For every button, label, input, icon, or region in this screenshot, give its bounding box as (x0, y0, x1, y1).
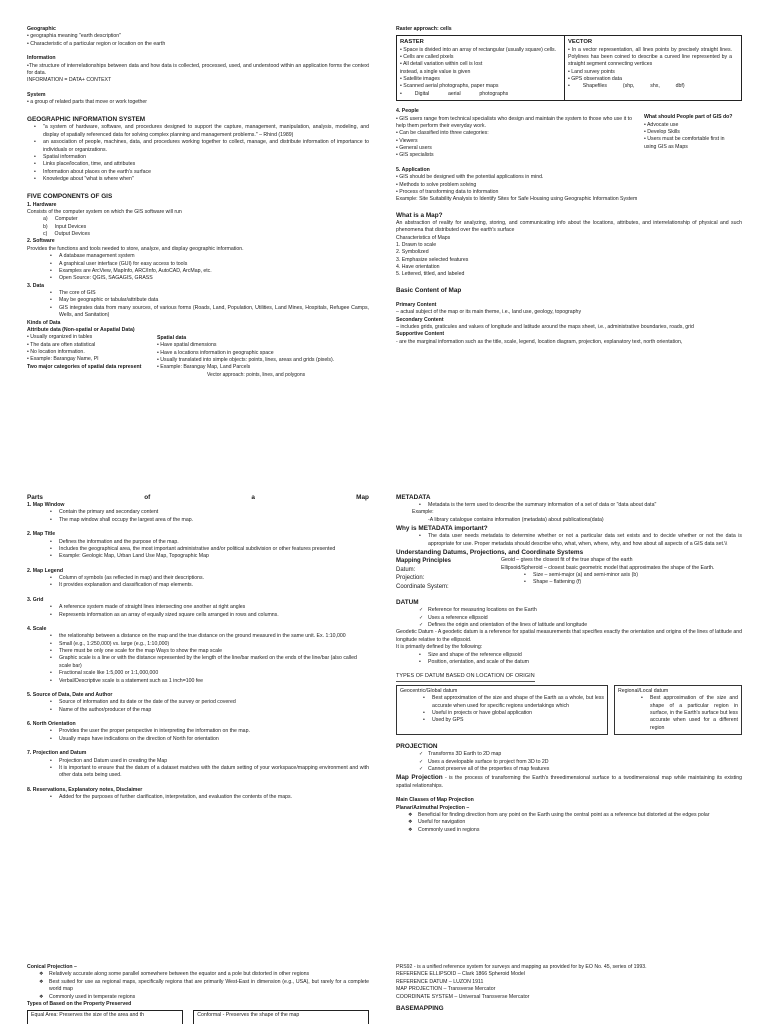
geodetic-datum-text: Geodetic Datum - A geodetic datum is a reference for spatial measurements that specifies exactly the orientation and origins of the lines of latitude and longitude relative to the ellipsoid. (396, 629, 742, 643)
gis-title: GEOGRAPHIC INFORMATION SYSTEM (27, 116, 146, 124)
raster-caption (396, 26, 742, 33)
software-list (27, 253, 369, 283)
hardware-list (27, 216, 369, 238)
list-item: • It provides explanation and classification of map elements. (59, 582, 369, 589)
vector-line: • Shapefiles (shp, shx, dbf) (568, 83, 685, 90)
char-item: 1. Drawn to scale (396, 241, 437, 248)
list-item: • Represents information as an array of equally sized square cells arranged in rows and columns. (59, 612, 369, 619)
list-item: • Added for the purposes of further clarification, interpretation, and evaluation the contents of the maps. (59, 794, 369, 801)
list-item: • A database management system (59, 253, 369, 260)
attr-line: • Usually organized in tables (27, 334, 93, 341)
list-item: • GIS integrates data from many sources, of various forms (Roads, Land, Population, Utilities, Land Mines, Hospitals, Refugee Camps, Wells, and Sanitation) (59, 305, 369, 320)
primary-desc: – actual subject of the map or its main theme, i.e., land use, geology, topography (396, 309, 582, 316)
section-list (27, 758, 369, 780)
list-item: • It is important to ensure that the datum of a dataset matches with the datum setting of your workspace/mapping environment and with other data sets being used. (59, 765, 369, 780)
kinds-title: Kinds of Data (27, 319, 61, 326)
list-item: • Information about places on the earth's surface (43, 169, 369, 176)
system-title: System (27, 91, 46, 98)
understanding-title: Understanding Datums, Projections, and Coordinate Systems (396, 549, 584, 557)
why-list (396, 533, 742, 548)
app-line: • Process of transforming data to information (396, 188, 499, 195)
planar-list (396, 812, 742, 834)
list-item: • the relationship between a distance on the map and the true distance on the ground measured in the same unit. Ex. 1:10,000 (59, 633, 369, 640)
parts-word: of (144, 494, 151, 501)
section-title: 3. Grid (27, 596, 44, 603)
prs92-line: REFERENCE DATUM – LUZON 1911 (396, 978, 484, 985)
list-item: • Best approximation of the size and shape of the Earth as a whole, but less accurate when used for specific regions undertakings which (432, 695, 604, 710)
section-list (27, 575, 369, 590)
people-title: 4. People (396, 108, 419, 115)
supportive-title: Supportive Content (396, 331, 445, 338)
list-item: • Knowledge about "what is where when" (43, 176, 369, 183)
app-line: Example: Site Suitability Analysis to Identify Sites for Safe Housing using Geographic Information System (396, 196, 638, 203)
list-item: • Useful in projects or have global application (432, 710, 604, 717)
section-list (27, 728, 369, 743)
char-item: 3. Emphasize selected features (396, 256, 469, 263)
section-list (27, 699, 369, 714)
map-desc: An abstraction of reality for analyzing, storing, and communicating info about the locations, attributes, and interrelationship of physical and such phenomena that distributed over the earth's surface (396, 219, 742, 234)
primary-title: Primary Content (396, 301, 437, 308)
software-title: 2. Software (27, 238, 55, 245)
section-title: 7. Projection and Datum (27, 750, 87, 757)
types-of-datum-title: TYPES OF DATUM BASED ON LOCATION OF ORIGIN (396, 673, 535, 682)
list-item: • Links place/location, time, and attributes (43, 161, 369, 168)
conical-list (27, 971, 369, 1001)
list-item: • Usually maps have indications on the direction of North for orientation (59, 736, 369, 743)
raster-column (397, 36, 565, 100)
list-item: • Best approximation of the size and shape of a particular region in surface, in the Earth's surface but less accurate when used for a different region (650, 695, 738, 732)
attr-line: • No location information. (27, 349, 85, 356)
section-list (27, 509, 369, 524)
geocentric-box (396, 685, 608, 735)
geo-title: Geographic (27, 26, 56, 32)
list-item: • A graphical user interface (GUI) for easy access to tools (59, 261, 369, 268)
application-title: 5. Application (396, 166, 430, 173)
data-list (27, 290, 369, 320)
datum-types-table (396, 685, 742, 735)
metadata-example-text: -A library catalogue contains information (metadata) about publications(data) (428, 516, 604, 523)
list-item: ❖ Beneficial for finding direction from any point on the Earth using the central point as a reference but distorted at the edges polar (418, 812, 742, 819)
prs92-line: REFERENCE ELLIPSOID – Clark 1866 Spheroid Model (396, 971, 525, 978)
equal-area-cell: Equal Area: Preserves the size of the area and th (27, 1010, 183, 1024)
panel-gis-basics (27, 26, 369, 446)
list-item: • Graphic scale is a line or with the distance represented by the length of the line/bar marked on the ends of the line/bar (also called scale bar) (59, 655, 369, 670)
conformal-cell: Conformal - Preserves the shape of the map (193, 1010, 369, 1024)
should-line: • Develop Skills (644, 128, 680, 135)
regional-list (618, 695, 738, 732)
attribute-title: Attribute data (Non-spatial or Aspatial Data) (27, 326, 135, 333)
raster-line: • Digital aerial photographs (400, 90, 509, 97)
regional-box (614, 685, 742, 735)
parts-word: Map (356, 494, 369, 501)
conical-title: Conical Projection – (27, 964, 77, 970)
planar-title: Planar/Azimuthal Projection – (396, 804, 470, 811)
property-table (27, 1010, 369, 1024)
geoid-text: Geoid – gives the closest fit of the true shape of the earth (501, 557, 633, 564)
attr-line: • The data are often statistical (27, 341, 96, 348)
section-title: 6. North Orientation (27, 721, 76, 728)
secondary-title: Secondary Content (396, 316, 444, 323)
spatial-line: • Example: Barangay Map, Land Parcels (157, 364, 251, 371)
people-line: • Can be classified into three categories: (396, 130, 489, 137)
list-item: • Small (e.g., 1:250,000) vs. large (e.g., 1:10,000) (59, 641, 369, 648)
list-item: • Source of information and its date or the date of the survey or period covered (59, 699, 369, 706)
mpp-datum: Datum: (396, 566, 416, 573)
section-title: 1. Map Window (27, 502, 65, 509)
should-title: What should People part of GIS do? (644, 114, 733, 121)
app-line: • Methods to solve problem solving (396, 181, 477, 188)
datum-title: DATUM (396, 599, 419, 607)
panel-raster-vector (396, 26, 742, 446)
geocentric-title: Geocentric/Global datum (400, 687, 458, 694)
system-line: • a group of related parts that move or work together (27, 99, 148, 105)
list-item: • Includes the geographical area, the most important administrative and/or political subdivision or other features presented (59, 546, 369, 553)
list-item: • Verbal/Descriptive scale is a statement such as 1 inch=100 fee (59, 678, 369, 685)
should-line: • Users must be comfortable first in using GIS as Maps (644, 136, 725, 150)
list-item: ✓ Reference for measuring locations on the Earth (428, 607, 742, 614)
list-item: ❖ Best suited for use as regional maps, specifically regions that are primarily West-East in dimension (e.g., USA), but rarely for a complete world map (49, 979, 369, 994)
vector-line: • Land survey points (568, 68, 615, 75)
list-item: • Defines the information and the purpose of the map. (59, 539, 369, 546)
people-line: • General users (396, 145, 432, 152)
geo-line: • geographia meaning "earth description" (27, 33, 122, 40)
list-item: ❖ Useful for navigation (418, 819, 742, 826)
section-title: 4. Scale (27, 625, 47, 632)
size-list (501, 572, 742, 587)
metadata-example: Example: (412, 509, 434, 516)
kinds-of-data (27, 327, 369, 372)
geo-line: • Characteristic of a particular region or location on the earth (27, 40, 166, 47)
list-item: • May be geographic or tabular/attribute data (59, 297, 369, 304)
section-title: 8. Reservations, Explanatory notes, Disclaimer (27, 786, 143, 793)
regional-title: Regional/Local datum (618, 687, 669, 694)
list-item: • Metadata is the term used to describe the summary information of a set of data or "data about data" (428, 502, 742, 509)
list-item: ✓ Uses a reference ellipsoid (428, 615, 742, 622)
list-item: • Shape – flattening (f) (533, 579, 742, 586)
info-line: INFORMATION = DATA+ CONTEXT (27, 77, 112, 84)
list-item: ✓ Uses a developable surface to project from 3D to 2D (428, 759, 742, 766)
list-item: ✓ Defines the origin and orientation of the lines of latitude and longitude (428, 622, 742, 629)
list-item: • Fractional scale like 1:5,000 or 1:1,000,000 (59, 670, 369, 677)
spatial-line: • Usually translated into simple objects: points, lines, areas and grids (pixels). (157, 357, 335, 364)
panel-prs92 (396, 964, 742, 1024)
raster-line: • Scanned aerial photographs, paper maps (400, 83, 499, 90)
section-list (27, 604, 369, 619)
what-is-map-title: What is a Map? (396, 211, 443, 219)
info-title: Information (27, 55, 56, 62)
list-item: • Position, orientation, and scale of the datum (428, 659, 742, 666)
list-item: ✓ Cannot preserve all of the properties of map features (428, 766, 742, 773)
hardware-desc: Consists of the computer system on which the GIS software will run (27, 208, 182, 215)
section-title: 2. Map Title (27, 531, 56, 538)
projection-list (396, 751, 742, 773)
vector-line: • In a vector representation, all lines points by precisely straight lines. Polylines has been coined to describe a curved line represented by a straight segment connecting vertices (568, 46, 732, 68)
should-line: • Advocate use (644, 121, 679, 128)
parts-of-map-title (27, 493, 369, 502)
defined-list (396, 652, 742, 667)
people-line: • Viewers (396, 137, 418, 144)
section-title: 5. Source of Data, Date and Author (27, 691, 113, 698)
people-line: • GIS users range from technical specialists who design and maintain the system to those who use it to help them perform their everyday work. (396, 115, 632, 129)
list-item: • Contain the primary and secondary content (59, 509, 369, 516)
list-item: b) Input Devices (43, 223, 87, 230)
raster-line: • Cells are called pixels (400, 53, 454, 60)
list-item: ❖ Relatively accurate along some parallel somewhere between the equator and a pole but distorted in other regions (49, 971, 369, 978)
app-line: • GIS should be designed with the potential applications in mind. (396, 174, 544, 181)
panel-metadata-datum (396, 493, 742, 959)
list-item: • Open Source: QGIS, SAGAGIS, GRASS (59, 275, 369, 282)
list-item: • Name of the author/producer of the map (59, 707, 369, 714)
raster-line: • Space is divided into an array of rectangular (usually square) cells. (400, 46, 557, 53)
list-item: • Example: Geologic Map, Urban Land Use Map, Topographic Map (59, 553, 369, 560)
list-item: c) Output Devices (43, 231, 90, 238)
section-title: 2. Map Legend (27, 567, 64, 574)
prs92-line: COORDINATE SYSTEM – Universal Transverse Mercator (396, 993, 530, 1000)
vector-caption: Vector approach: points, lines, and polygons (207, 371, 306, 378)
list-item: • Spatial information (43, 154, 369, 161)
people-section (396, 108, 742, 160)
panel-conical (27, 964, 369, 1024)
raster-line: instead, a single value is given (400, 68, 471, 75)
geocentric-list (400, 695, 604, 725)
five-components-title: FIVE COMPONENTS OF GIS (27, 193, 113, 201)
parts-word: a (251, 494, 255, 501)
mpp-coordinate: Coordinate System: (396, 583, 449, 590)
projection-title: PROJECTION (396, 743, 438, 751)
section-list (27, 794, 369, 801)
people-line: • GIS specialists (396, 152, 434, 159)
list-item: • Examples are ArcView, MapInfo, ARC/Info, AutoCAD, ArcMap, etc. (59, 268, 369, 275)
map-projection-term: Map Projection (396, 774, 443, 782)
spatial-title: Spatial data (157, 334, 187, 341)
vector-title: VECTOR (568, 39, 593, 46)
list-item: ❖ Commonly used in regions (418, 827, 742, 834)
ellipsoid-text: Ellipsoid/Spheroid – closest basic geometric model that approximates the shape of the Earth. (501, 564, 715, 571)
list-item: ❖ Commonly used in temperate regions (49, 994, 369, 1001)
list-item: • The data user needs metadata to determine whether or not a particular data set exists and to decide whether or not the data is appropriate for use. Proper metadata should describe who, what, when, where, why, and how about all aspects of a GIS data set.\\ (428, 533, 742, 548)
software-desc: Provides the functions and tools needed to store, analyze, and display geographic information. (27, 245, 244, 252)
list-item: ✓ Transforms 3D Earth to 2D map (428, 751, 742, 758)
mapping-principles (396, 557, 742, 591)
map-projection-desc: - is the process of transforming the Earth's threedimensional surface to a twodimensional map while maintaining its existing spatial relationships. (396, 775, 742, 789)
main-classes-title: Main Classes of Map Projection (396, 797, 474, 804)
defined-text: It is primarily defined by the following: (396, 644, 483, 651)
list-item: • Provides the user the proper perspective in interpreting the information on the map. (59, 728, 369, 735)
two-major-text: Two major categories of spatial data represent (27, 363, 142, 370)
char-item: 4. Have orientation (396, 264, 440, 271)
basemapping-title: BASEMAPPING (396, 1004, 444, 1012)
mapping-principles-title: Mapping Principles (396, 558, 452, 565)
metadata-list (396, 502, 742, 509)
parts-word: Parts (27, 494, 43, 501)
list-item: • Size – semi-major (a) and semi-minor axis (b) (533, 572, 742, 579)
gis-list (27, 124, 369, 183)
list-item: • "a system of hardware, software, and procedures designed to support the capture, management, manipulation, analysis, modeling, and display of spatially referenced data for solving complex planning and management problems." – Rhind (1989) (43, 124, 369, 139)
map-projection-def (396, 773, 742, 790)
spatial-line: • Have a locations information in geographic space (157, 349, 274, 356)
supportive-desc: - are the marginal information such as the title, scale, legend, location diagram, projection, explanatory text, north orientation, (396, 338, 683, 345)
types-property-title: Types of Based on the Property Preserved (27, 1000, 132, 1007)
list-item: • Used by GPS (432, 717, 604, 724)
list-item: • A reference system made of straight lines intersecting one another at right angles (59, 604, 369, 611)
info-line: •The structure of interrelationships between data and how data is collected, processed, used, and understood within an application forms the context for data. (27, 62, 369, 76)
prs92-text: PRS92 - is a unified reference system for surveys and mapping as provided for by EO No. 45, series of 1993. (396, 964, 647, 970)
raster-line: • Satellite images (400, 76, 440, 83)
section-list (27, 539, 369, 561)
basic-content-title: Basic Content of Map (396, 286, 462, 294)
secondary-desc: – includes grids, graticules and values of longitude and latitude around the maps sheet, i.e., administrative boundaries, roads, grid (396, 324, 694, 331)
list-item: a) Computer (43, 216, 78, 223)
list-item: • The core of GIS (59, 290, 369, 297)
char-item: 2. Symbolized (396, 249, 429, 256)
datum-list (396, 607, 742, 629)
spatial-line: • Have spatial dimensions (157, 342, 217, 349)
list-item: • Column of symbols (as reflected in map) and their descriptions. (59, 575, 369, 582)
section-list (27, 633, 369, 685)
raster-vector-table (396, 35, 742, 101)
list-item: • Projection and Datum used in creating the Map (59, 758, 369, 765)
prs92-line: MAP PROJECTION – Transverse Mercator (396, 986, 496, 993)
char-title: Characteristics of Maps (396, 234, 451, 241)
list-item: • an association of people, machines, data, and procedures working together to collect, manage, and distribute information of importance to individuals or organizations. (43, 139, 369, 154)
panel-parts-of-map (27, 493, 369, 959)
raster-caption-text: Raster approach: cells (396, 26, 452, 32)
vector-line: • GPS observation data (568, 76, 623, 83)
list-item: • Size and shape of the reference ellipsoid (428, 652, 742, 659)
raster-title: RASTER (400, 39, 424, 46)
vector-column (565, 36, 735, 100)
raster-line: • All detail variation within cell is lost (400, 61, 483, 68)
mpp-projection: Projection: (396, 575, 425, 582)
attr-line: • Example: Barangay Name, PI (27, 356, 99, 363)
hardware-title: 1. Hardware (27, 201, 57, 208)
char-item: 5. Lettered, titled, and labeled (396, 271, 465, 278)
metadata-title: METADATA (396, 494, 431, 501)
list-item: • There must be only one scale for the map Ways to show the map scale (59, 648, 369, 655)
list-item: • The map window shall occupy the largest area of the map. (59, 517, 369, 524)
data-title: 3. Data (27, 282, 45, 289)
why-metadata-title: Why is METADATA important? (396, 525, 488, 533)
